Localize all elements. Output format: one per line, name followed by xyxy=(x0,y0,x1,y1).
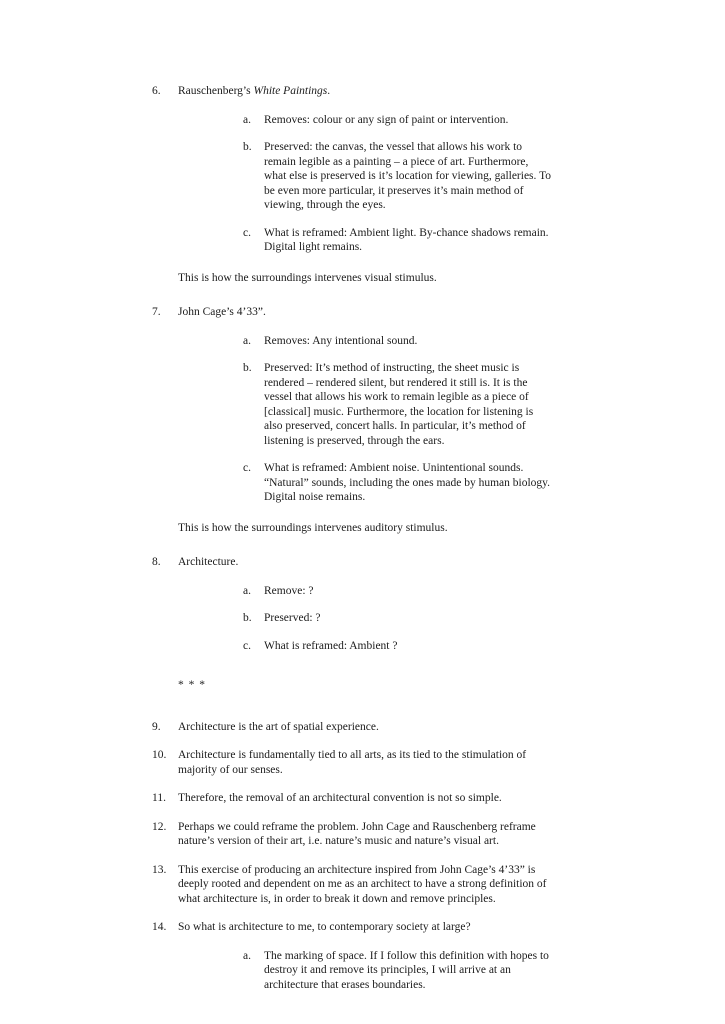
item-number: 7. xyxy=(152,306,161,318)
subitem-list xyxy=(178,334,552,505)
subitem-list xyxy=(178,584,552,654)
item-title: John Cage’s 4’33”. xyxy=(178,306,266,318)
item-number: 11. xyxy=(152,792,166,804)
list-item-6 xyxy=(152,84,555,291)
item-title: So what is architecture to me, to contemporary society at large? xyxy=(178,921,471,933)
sub-item xyxy=(243,226,552,255)
subitem-letter: c. xyxy=(243,226,251,239)
title-text: Rauschenberg’s xyxy=(178,85,254,97)
subitem-letter: b. xyxy=(243,362,252,374)
item-number: 6. xyxy=(152,85,161,97)
sub-item xyxy=(243,611,552,626)
subitem-text: Removes: colour or any sign of paint or intervention. xyxy=(264,113,509,126)
subitem-text: What is reframed: Ambient ? xyxy=(264,639,398,652)
subitem-text: What is reframed: Ambient noise. Unintentional sounds. “Natural” sounds, including the ones made by human biology. Digital noise remains. xyxy=(264,462,551,503)
item-number: 8. xyxy=(152,556,161,568)
title-italic-text: White Paintings xyxy=(253,85,328,97)
item-note: This is how the surroundings intervenes visual stimulus. xyxy=(178,271,437,284)
item-title: Perhaps we could reframe the problem. John Cage and Rauschenberg reframe nature’s version of their art, i.e. nature’s music and nature’s visual art. xyxy=(178,820,536,847)
item-title: This exercise of producing an architecture inspired from John Cage’s 4’33” is deeply rooted and dependent on me as an architect to have a strong definition of what architecture is, in order to break it down and remove principles. xyxy=(178,863,547,905)
item-body xyxy=(178,305,552,541)
item-body xyxy=(178,84,552,291)
list-item-9 xyxy=(152,720,555,735)
item-number: 10. xyxy=(152,749,167,761)
item-body xyxy=(178,555,552,653)
item-body xyxy=(178,863,552,907)
subitem-text: Preserved: the canvas, the vessel that allows his work to remain legible as a painting – a piece of art. Furthermore, what else is preserved is it’s location for viewing, galleries. To be even more particular, it preserves it’s main method of viewing, through the eyes. xyxy=(264,141,552,211)
sub-item xyxy=(243,361,552,448)
item-body xyxy=(178,820,552,849)
list-item-12 xyxy=(152,820,555,849)
sub-item xyxy=(243,949,552,993)
subitem-letter: a. xyxy=(243,334,251,347)
subitem-letter: b. xyxy=(243,612,252,624)
subitem-letter: b. xyxy=(243,141,252,153)
item-note: This is how the surroundings intervenes auditory stimulus. xyxy=(178,521,448,534)
item-body xyxy=(178,791,552,806)
subitem-text: The marking of space. If I follow this definition with hopes to destroy it and remove its principles, I will arrive at an architecture that erases boundaries. xyxy=(264,949,549,991)
item-body xyxy=(178,920,552,992)
sub-item xyxy=(243,639,552,654)
subitem-letter: a. xyxy=(243,113,251,126)
subitem-letter: a. xyxy=(243,949,251,962)
item-title: Architecture is fundamentally tied to all arts, as its tied to the stimulation of majority of our senses. xyxy=(178,749,527,776)
item-number: 14. xyxy=(152,921,167,933)
item-number: 12. xyxy=(152,820,167,833)
subitem-text: Remove: ? xyxy=(264,584,314,597)
subitem-letter: c. xyxy=(243,462,251,474)
sub-item xyxy=(243,140,552,213)
subitem-text: What is reframed: Ambient light. By-chance shadows remain. Digital light remains. xyxy=(264,226,549,253)
list-item-13 xyxy=(152,863,555,907)
item-title: Architecture. xyxy=(178,556,239,568)
list-item-10 xyxy=(152,748,555,777)
list-item-11 xyxy=(152,791,555,806)
title-text: . xyxy=(327,85,331,97)
subitem-list xyxy=(178,949,552,993)
item-body xyxy=(178,720,552,735)
item-number: 9. xyxy=(152,720,161,733)
list-item-7 xyxy=(152,305,555,541)
item-title: Therefore, the removal of an architectural convention is not so simple. xyxy=(178,792,502,804)
list-item-8 xyxy=(152,555,555,653)
item-title xyxy=(178,84,552,99)
item-title: Architecture is the art of spatial experience. xyxy=(178,720,379,733)
subitem-list xyxy=(178,113,552,255)
subitem-text: Preserved: It’s method of instructing, the sheet music is rendered – rendered silent, but rendered it still is. It is the vessel that allows his work to remain legible as a piece of [classical] music. Furthermore, the location for listening is also preserved, concert halls. In particular, it’s method of listening is preserved, through the ears. xyxy=(264,362,534,447)
subitem-text: Removes: Any intentional sound. xyxy=(264,334,418,347)
subitem-letter: c. xyxy=(243,639,251,652)
subitem-text: Preserved: ? xyxy=(264,612,321,624)
list-item-14 xyxy=(152,920,555,992)
item-number: 13. xyxy=(152,863,167,876)
sub-item xyxy=(243,113,552,128)
item-body xyxy=(178,748,552,777)
sub-item xyxy=(243,584,552,599)
section-separator: * * * xyxy=(178,679,206,691)
subitem-letter: a. xyxy=(243,584,251,597)
sub-item xyxy=(243,461,552,505)
sub-item xyxy=(243,334,552,349)
